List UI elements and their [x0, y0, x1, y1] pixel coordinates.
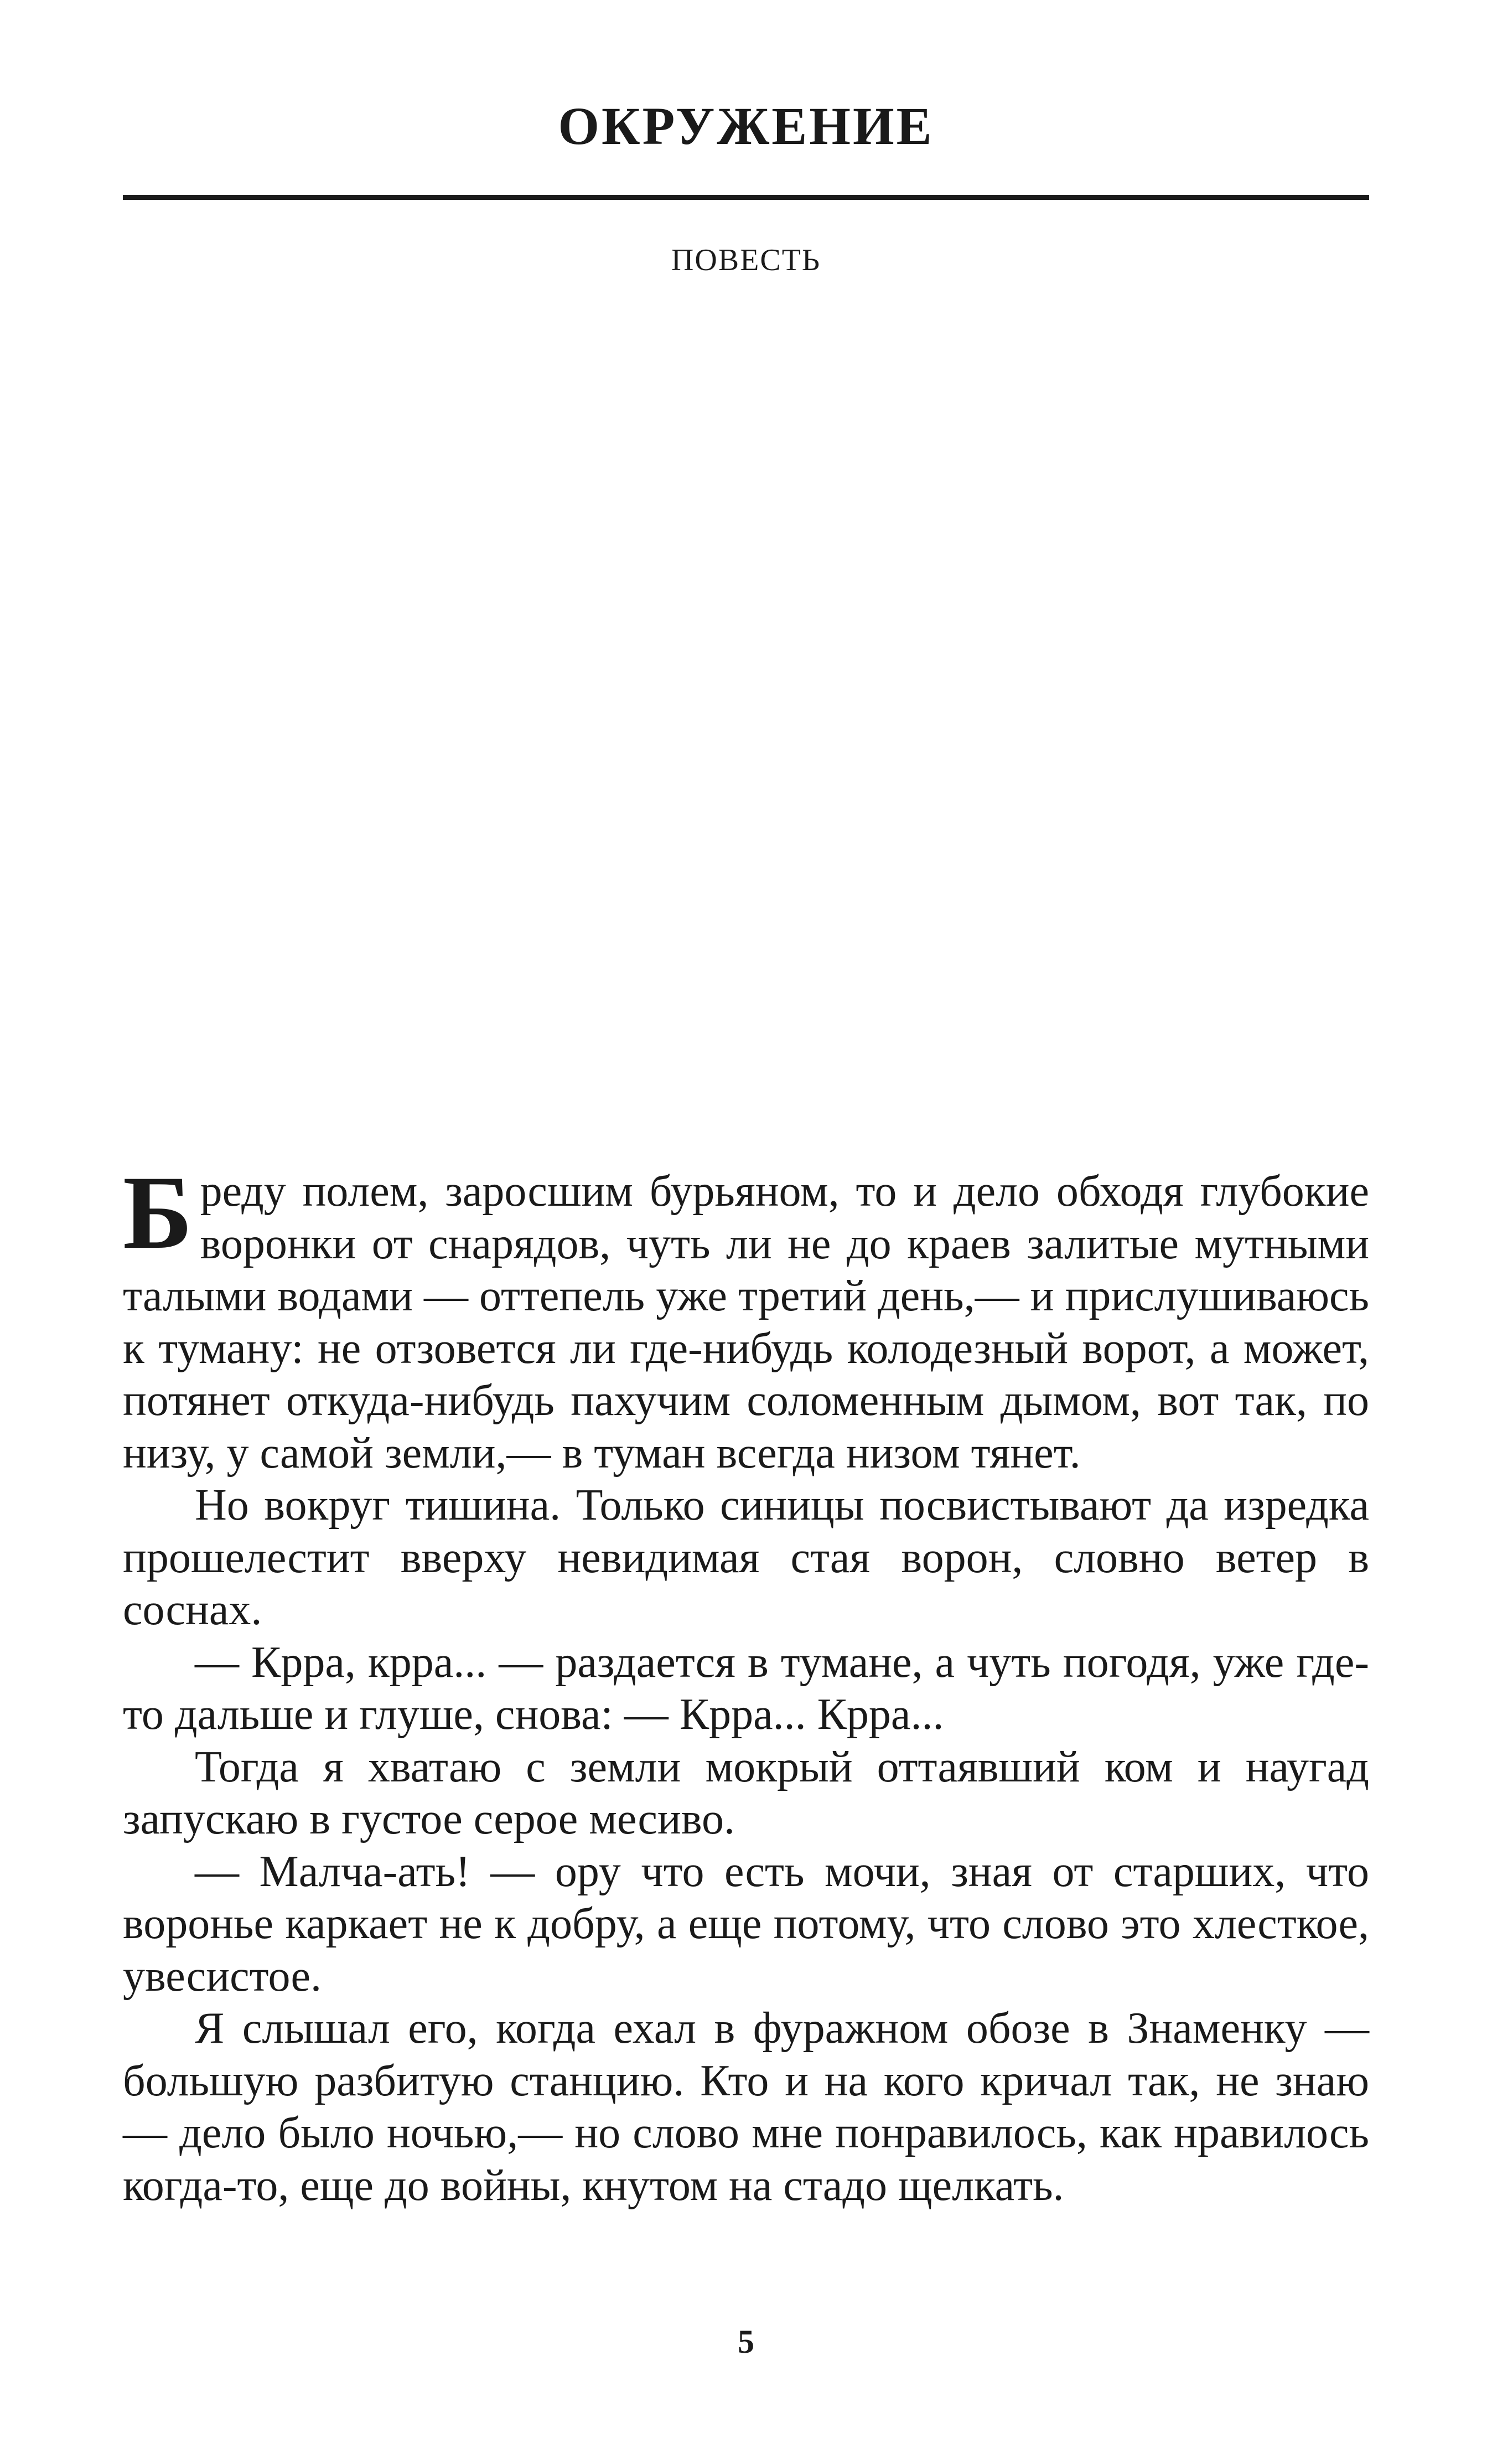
paragraph-5: — Малча-ать! — ору что есть мочи, зная от старших, что воронье каркает не к добру, а еще потому, что слово это хлесткое, увесистое.: [123, 1847, 1369, 2001]
paragraph-1: [123, 1155, 1369, 1479]
paragraph-3: — Крра, крра... — раздается в тумане, а чуть погодя, уже где-то дальше и глуше, снова: — Крра... Крра...: [123, 1637, 1369, 1739]
title-divider: [123, 195, 1369, 200]
page-number: 5: [738, 2323, 754, 2360]
chapter-subtitle: ПОВЕСТЬ: [671, 243, 821, 277]
drop-cap: Б: [123, 1155, 193, 1271]
paragraph-2: Но вокруг тишина. Только синицы посвистывают да изредка прошелестит вверху невидимая стая ворон, словно ветер в соснах.: [123, 1481, 1369, 1634]
paragraph-1-text: реду полем, заросшим бурьяном, то и дело обходя глубокие воронки от снарядов, чуть ли не до краев залитые мутными талыми водами — оттепель уже третий день,— и прислушиваюсь к туману: не отзовется ли где-нибудь колодезный ворот, а может, потянет откуда-нибудь пахучим соломенным дымом, вот так, по низу, у самой земли,— в туман всегда низом тянет.: [123, 1167, 1369, 1478]
paragraph-6: Я слышал его, когда ехал в фуражном обозе в Знаменку — большую разбитую станцию. Кто и на кого кричал так, не знаю — дело было ночью,— но слово мне понравилось, как нравилось когда-то, еще до войны, кнутом на стадо щелкать.: [123, 2004, 1369, 2210]
paragraph-4: Тогда я хватаю с земли мокрый оттаявший ком и наугад запускаю в густое серое месиво.: [123, 1742, 1369, 1843]
body-text: [123, 1155, 1369, 2212]
chapter-title: ОКРУЖЕНИЕ: [558, 96, 934, 156]
